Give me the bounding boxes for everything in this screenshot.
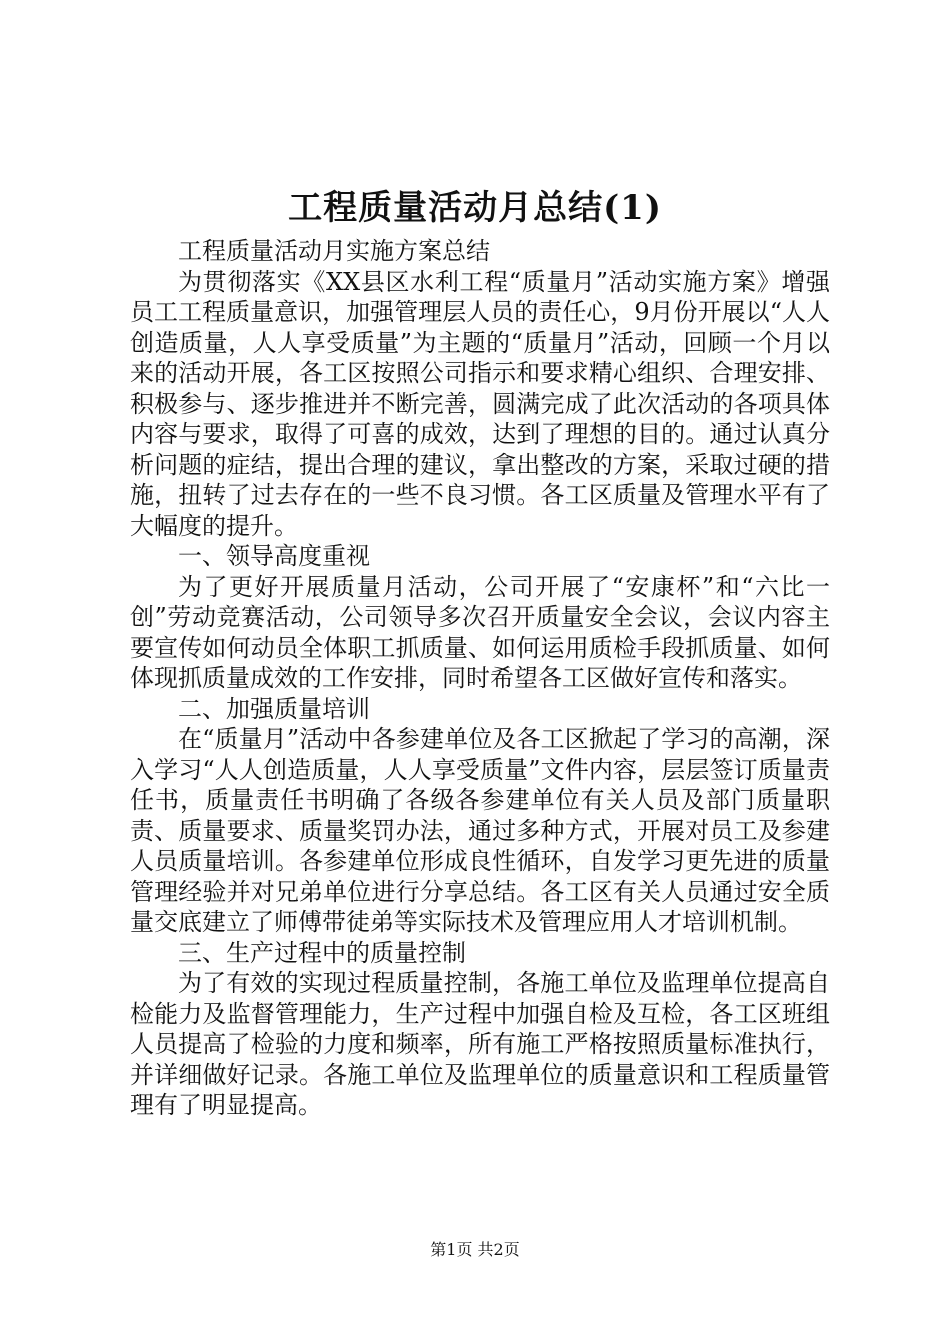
subtitle-paragraph: 工程质量活动月实施方案总结	[178, 237, 490, 265]
document-body	[130, 236, 830, 1121]
section-paragraph-1: 为了更好开展质量月活动，公司开展了“安康杯”和“六比一创”劳动竞赛活动，公司领导多次召开质量安全会议，会议内容主要宣传如何动员全体职工抓质量、如何运用质检手段抓质量、如何体现抓质量成效的工作安排，同时希望各工区做好宣传和落实。	[130, 572, 830, 692]
section-paragraph-2: 在“质量月”活动中各参建单位及各工区掀起了学习的高潮，深入学习“人人创造质量，人人享受质量”文件内容，层层签订质量责任书，质量责任书明确了各级各参建单位有关人员及部门质量职责、质量要求、质量奖罚办法，通过多种方式，开展对员工及参建人员质量培训。各参建单位形成良性循环，自发学习更先进的质量管理经验并对兄弟单位进行分享总结。各工区有关人员通过安全质量交底建立了师傅带徒弟等实际技术及管理应用人才培训机制。	[130, 725, 830, 936]
section-heading-2: 二、加强质量培训	[178, 694, 370, 723]
section-heading-3: 三、生产过程中的质量控制	[178, 938, 466, 967]
page-number-footer: 第1页 共2页	[430, 1240, 520, 1259]
section-heading-1: 一、领导高度重视	[178, 542, 370, 570]
section-paragraph-3: 为了有效的实现过程质量控制，各施工单位及监理单位提高自检能力及监督管理能力，生产过程中加强自检及互检，各工区班组人员提高了检验的力度和频率，所有施工严格按照质量标准执行，并详细做好记录。各施工单位及监理单位的质量意识和工程质量管理有了明显提高。	[130, 969, 830, 1119]
document-title: 工程质量活动月总结(1)	[288, 188, 662, 228]
intro-paragraph: 为贯彻落实《XX县区水利工程“质量月”活动实施方案》增强员工工程质量意识，加强管理层人员的责任心，9月份开展以“人人创造质量，人人享受质量”为主题的“质量月”活动，回顾一个月以来的活动开展，各工区按照公司指示和要求精心组织、合理安排、积极参与、逐步推进并不断完善，圆满完成了此次活动的各项具体内容与要求，取得了可喜的成效，达到了理想的目的。通过认真分析问题的症结，提出合理的建议，拿出整改的方案，采取过硬的措施，扭转了过去存在的一些不良习惯。各工区质量及管理水平有了大幅度的提升。	[130, 267, 830, 540]
